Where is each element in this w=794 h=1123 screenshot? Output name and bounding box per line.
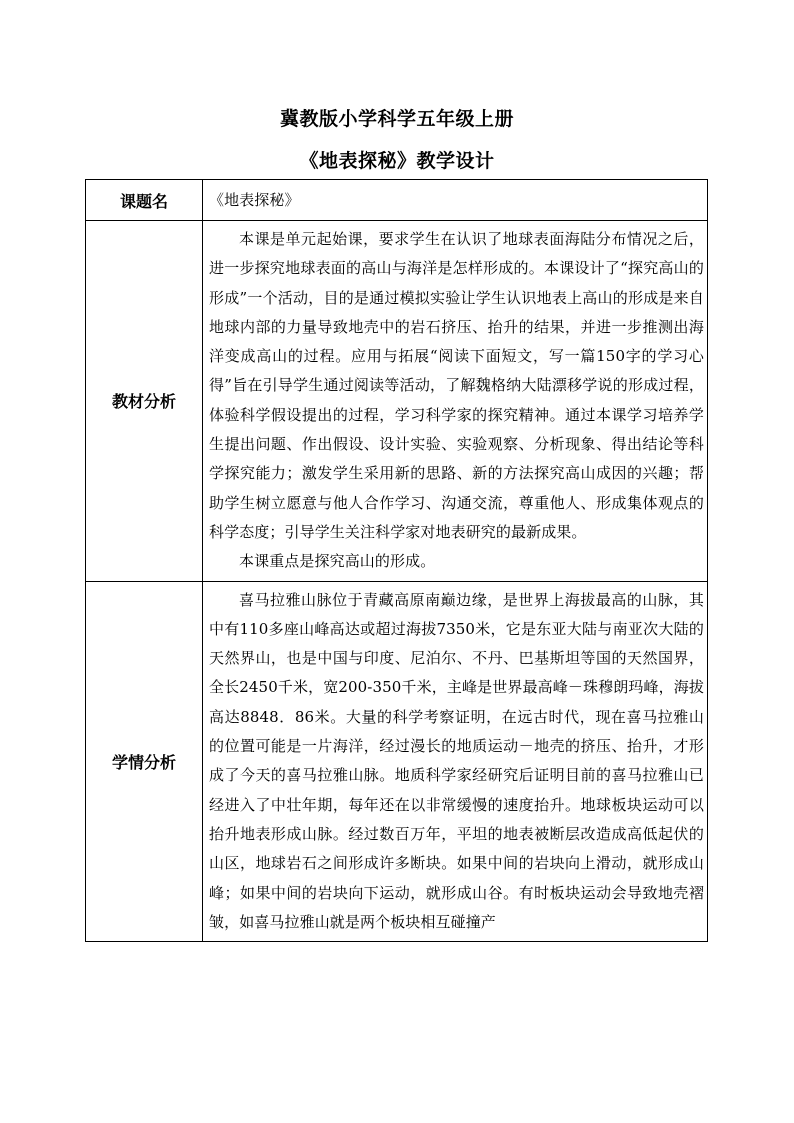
material-analysis-paragraph: 本课是单元起始课，要求学生在认识了地球表面海陆分布情况之后，进一步探究地球表面的高山与海洋是怎样形成的。本课设计了“探究高山的形成”一个活动，目的是通过模拟实验让学生认识地表上高山的形成是来自地球内部的力量导致地壳中的岩石挤压、抬升的结果，并进一步推测出海洋变成高山的过程。应用与拓展“阅读下面短文，写一篇150字的学习心得”旨在引导学生通过阅读等活动，了解魏格纳大陆漂移学说的形成过程，体验科学假设提出的过程，学习科学家的探究精神。通过本课学习培养学生提出问题、作出假设、设计实验、实验观察、分析现象、得出结论等科学探究能力；激发学生采用新的思路、新的方法探究高山成因的兴趣；帮助学生树立愿意与他人合作学习、沟通交流，尊重他人、形成集体观点的科学态度；引导学生关注科学家对地表研究的最新成果。 [209,230,704,541]
document-title: 冀教版小学科学五年级上册 [279,108,514,130]
row-content-material-analysis [203,221,708,582]
row-label-material-analysis: 教材分析 [86,221,203,582]
document-subtitle: 《地表探秘》教学设计 [299,150,495,172]
row-label-topic: 课题名 [86,180,203,221]
row-content-student-analysis [203,581,708,942]
table-row-material-analysis [86,221,708,582]
lesson-plan-table [85,179,708,942]
row-label-student-analysis: 学情分析 [86,581,203,942]
material-analysis-key-point: 本课重点是探究高山的形成。 [239,552,436,571]
table-row-student-analysis [86,581,708,942]
student-analysis-paragraph: 喜马拉雅山脉位于青藏高原南巅边缘，是世界上海拔最高的山脉，其中有110多座山峰高达或超过海拔7350米，它是东亚大陆与南亚次大陆的天然界山，也是中国与印度、尼泊尔、不丹、巴基斯坦等国的天然国界，全长2450千米，宽200-350千米，主峰是世界最高峰－珠穆朗玛峰，海拔高达8848．86米。大量的科学考察证明，在远古时代，现在喜马拉雅山的位置可能是一片海洋，经过漫长的地质运动－地壳的挤压、抬升，才形成了今天的喜马拉雅山脉。地质科学家经研究后证明目前的喜马拉雅山已经进入了中壮年期，每年还在以非常缓慢的速度抬升。地球板块运动可以抬升地表形成山脉。经过数百万年，平坦的地表被断层改造成高低起伏的山区，地球岩石之间形成许多断块。如果中间的岩块向上滑动，就形成山峰；如果中间的岩块向下运动，就形成山谷。有时板块运动会导致地壳褶皱，如喜马拉雅山就是两个板块相互碰撞产 [209,590,704,931]
table-row-topic [86,180,708,221]
row-content-topic: 《地表探秘》 [203,180,708,221]
